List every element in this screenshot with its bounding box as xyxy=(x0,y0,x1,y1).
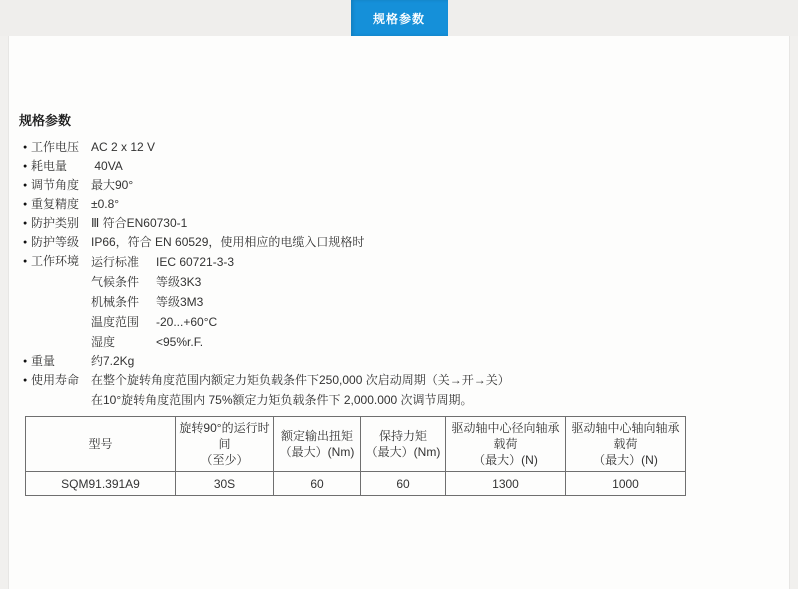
spec-value: AC 2 x 12 V xyxy=(91,140,156,154)
cell-radial-load: 1300 xyxy=(446,472,566,496)
top-nav-strip xyxy=(0,0,798,36)
bullet-icon: ● xyxy=(23,144,28,151)
sub-label: 温度范围 xyxy=(91,315,140,329)
sub-row-mechanical xyxy=(91,292,234,312)
sub-value: <95%r.F. xyxy=(156,335,204,349)
sub-row-humidity xyxy=(91,332,234,352)
spec-table xyxy=(25,416,686,496)
sub-value: 等级3M3 xyxy=(156,295,204,309)
lifetime-line-2: 在10°旋转角度范围内 75%额定力矩负载条件下 2,000.000 次调节周期。 xyxy=(91,392,473,407)
col-header-radial-load: 驱动轴中心径向轴承载荷 （最大）(N) xyxy=(446,417,566,472)
col-header-runtime: 旋转90°的运行时间 （至少） xyxy=(176,417,274,472)
spec-value: 约7.2Kg xyxy=(91,354,135,368)
spec-value: Ⅲ 符合EN60730-1 xyxy=(91,216,188,230)
spec-row-ip-rating xyxy=(23,233,769,252)
spec-value: 最大90° xyxy=(91,178,134,192)
col-header-rated-torque: 额定输出扭矩 （最大）(Nm) xyxy=(274,417,361,472)
bullet-icon: ● xyxy=(23,163,28,170)
spec-row-protection-class xyxy=(23,214,769,233)
sub-row-climatic xyxy=(91,272,234,292)
spec-row-weight xyxy=(23,352,769,371)
cell-model: SQM91.391A9 xyxy=(26,472,176,496)
spec-value: 40VA xyxy=(91,159,123,173)
cell-runtime: 30S xyxy=(176,472,274,496)
spec-row-lifetime xyxy=(23,371,769,410)
lifetime-line-1: 在整个旋转角度范围内额定力矩负载条件下250,000 次启动周期（关→开→关） xyxy=(91,373,510,387)
spec-label: 防护类别 xyxy=(31,216,80,230)
spec-label: 工作电压 xyxy=(31,140,80,154)
sub-value: 等级3K3 xyxy=(156,275,202,289)
spec-label: 耗电量 xyxy=(31,159,68,173)
spec-label: 防护等级 xyxy=(31,235,80,249)
spec-label: 重复精度 xyxy=(31,197,80,211)
bullet-icon: ● xyxy=(23,377,28,384)
spec-list xyxy=(23,138,769,410)
content-panel xyxy=(8,36,790,589)
spec-label: 工作环境 xyxy=(31,254,80,268)
spec-row-environment xyxy=(23,252,769,352)
bullet-icon: ● xyxy=(23,239,28,246)
sub-row-temperature xyxy=(91,312,234,332)
sub-label: 机械条件 xyxy=(91,295,140,309)
lifetime-value-lines xyxy=(91,371,510,410)
col-header-model: 型号 xyxy=(26,417,176,472)
spec-row-angle xyxy=(23,176,769,195)
sub-value: -20...+60°C xyxy=(156,315,218,329)
bullet-icon: ● xyxy=(23,258,28,265)
bullet-icon: ● xyxy=(23,182,28,189)
cell-holding-torque: 60 xyxy=(361,472,446,496)
environment-sub-rows xyxy=(91,252,234,352)
sub-value: IEC 60721-3-3 xyxy=(156,255,235,269)
sub-label: 运行标准 xyxy=(91,255,140,269)
sub-label: 气候条件 xyxy=(91,275,140,289)
bullet-icon: ● xyxy=(23,201,28,208)
page-title: 规格参数 xyxy=(19,113,72,128)
bullet-icon: ● xyxy=(23,220,28,227)
spec-value: ±0.8° xyxy=(91,197,120,211)
spec-label: 重量 xyxy=(31,354,56,368)
table-data-row xyxy=(26,472,686,496)
spec-label: 调节角度 xyxy=(31,178,80,192)
spec-row-voltage xyxy=(23,138,769,157)
spec-label: 使用寿命 xyxy=(31,373,80,387)
col-header-axial-load: 驱动轴中心轴向轴承载荷 （最大）(N) xyxy=(566,417,686,472)
spec-value: IP66，符合 EN 60529，使用相应的电缆入口规格时 xyxy=(91,235,365,249)
table-header-row xyxy=(26,417,686,472)
tab-specs[interactable]: 规格参数 xyxy=(351,0,448,36)
spec-row-power xyxy=(23,157,769,176)
bullet-icon: ● xyxy=(23,358,28,365)
col-header-holding-torque: 保持力矩 （最大）(Nm) xyxy=(361,417,446,472)
cell-axial-load: 1000 xyxy=(566,472,686,496)
cell-rated-torque: 60 xyxy=(274,472,361,496)
spec-row-repeatability xyxy=(23,195,769,214)
sub-row-standard xyxy=(91,252,234,272)
sub-label: 湿度 xyxy=(91,335,116,349)
